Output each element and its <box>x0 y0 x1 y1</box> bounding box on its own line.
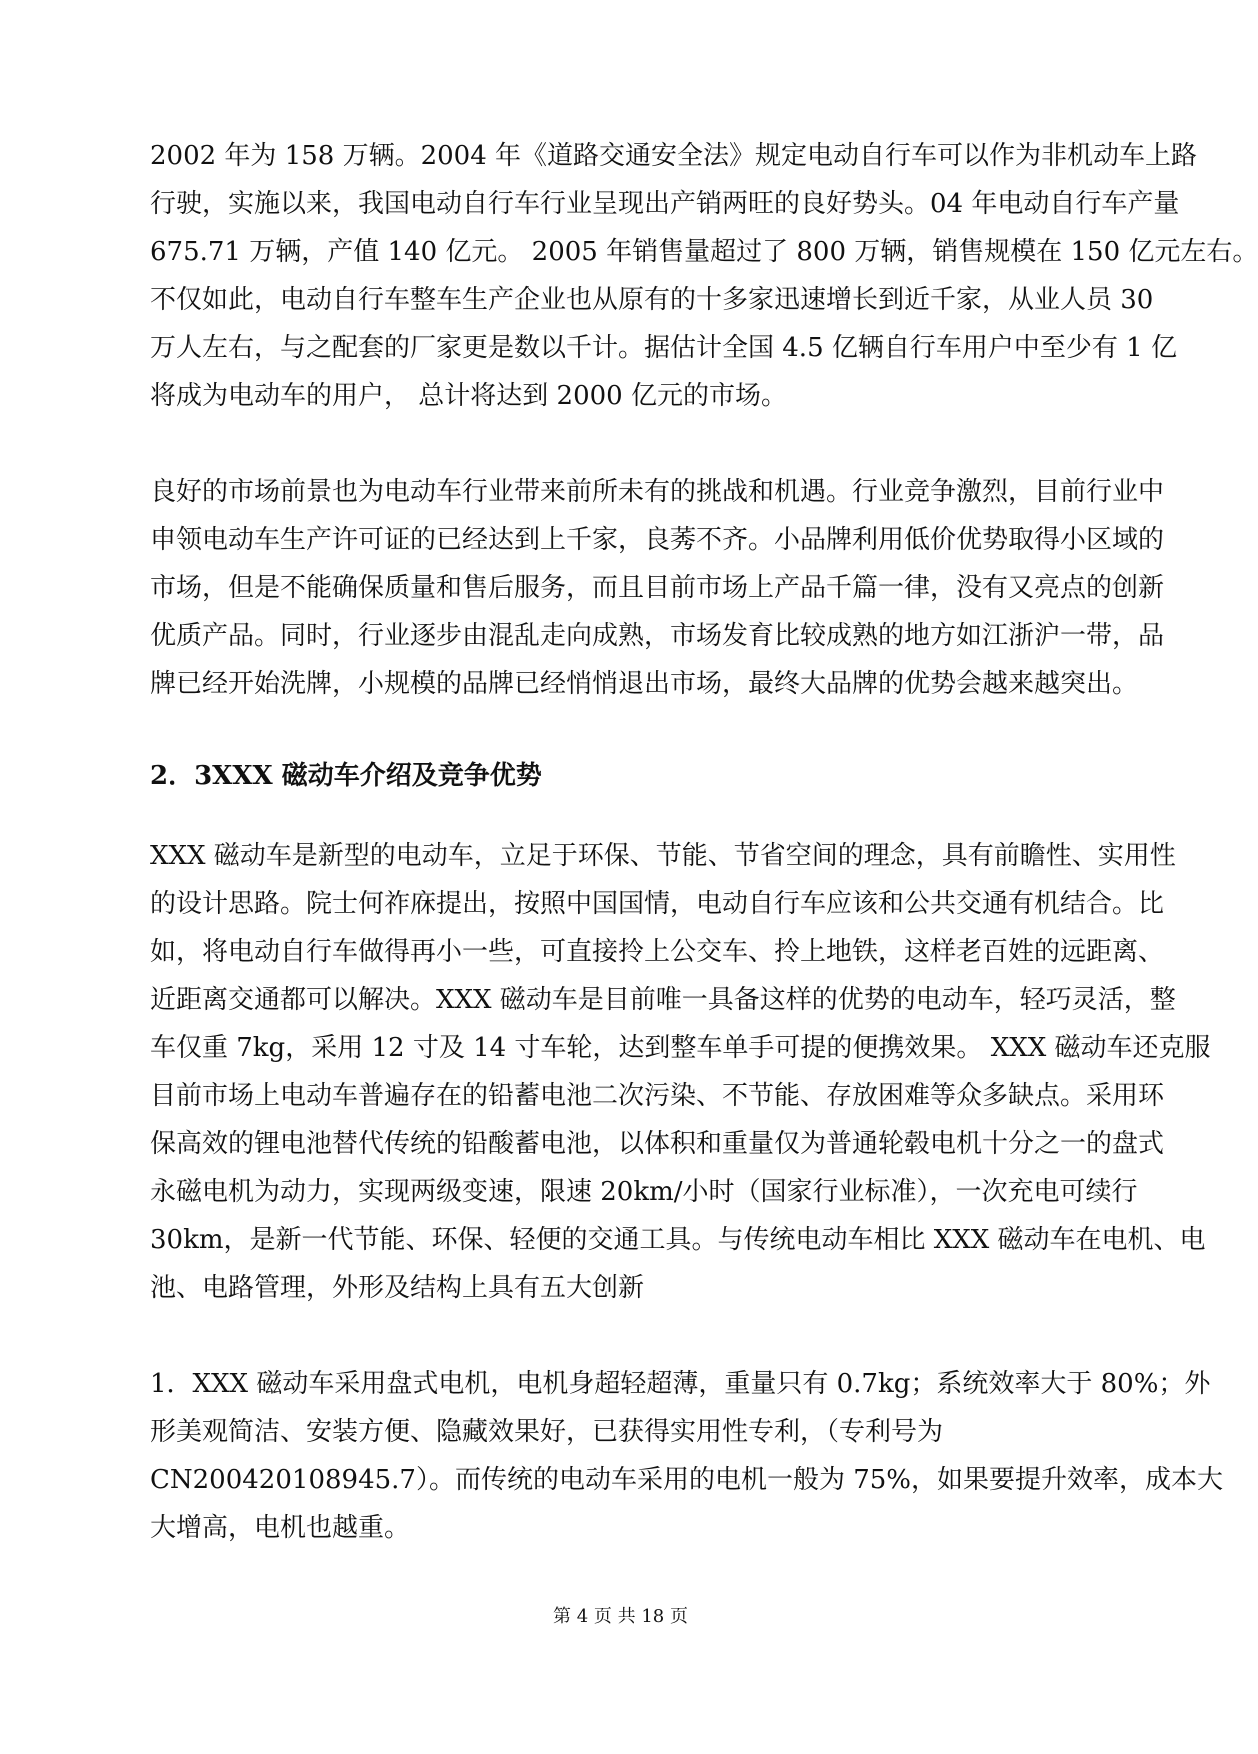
text-line: 目前市场上电动车普遍存在的铅蓄电池二次污染、不节能、存放困难等众多缺点。采用环 <box>150 1081 1165 1111</box>
paragraph <box>150 132 1258 420</box>
text-line: 永磁电机为动力，实现两级变速，限速 20km/小时（国家行业标准），一次充电可续行 <box>150 1177 1138 1207</box>
text-line: 大增高，电机也越重。 <box>150 1513 411 1543</box>
text-line: 30km，是新一代节能、环保、轻便的交通工具。与传统电动车相比 XXX 磁动车在电机、电 <box>150 1225 1206 1255</box>
text-line: 良好的市场前景也为电动车行业带来前所未有的挑战和机遇。行业竞争激烈，目前行业中 <box>150 477 1165 507</box>
text-line: 的设计思路。院士何祚庥提出，按照中国国情，电动自行车应该和公共交通有机结合。比 <box>150 889 1165 919</box>
text-line: 1．XXX 磁动车采用盘式电机，电机身超轻超薄，重量只有 0.7kg；系统效率大于 80%；外 <box>150 1369 1211 1399</box>
text-line: 形美观简洁、安装方便、隐藏效果好，已获得实用性专利，（专利号为 <box>150 1417 944 1447</box>
paragraph <box>150 1360 1224 1552</box>
text-line: 牌已经开始洗牌，小规模的品牌已经悄悄退出市场，最终大品牌的优势会越来越突出。 <box>150 669 1139 699</box>
text-line: 保高效的锂电池替代传统的铅酸蓄电池，以体积和重量仅为普通轮毂电机十分之一的盘式 <box>150 1129 1165 1159</box>
text-line: 不仅如此，电动自行车整车生产企业也从原有的十多家迅速增长到近千家，从业人员 30 <box>150 285 1154 315</box>
text-line: 行驶，实施以来，我国电动自行车行业呈现出产销两旺的良好势头。04 年电动自行车产量 <box>150 189 1180 219</box>
text-line: 申领电动车生产许可证的已经达到上千家，良莠不齐。小品牌利用低价优势取得小区域的 <box>150 525 1165 555</box>
text-line: 车仅重 7kg，采用 12 寸及 14 寸车轮，达到整车单手可提的便携效果。 XXX 磁动车还克服 <box>150 1033 1211 1063</box>
text-line: 如，将电动自行车做得再小一些，可直接拎上公交车、拎上地铁，这样老百姓的远距离、 <box>150 937 1165 967</box>
text-line: 2002 年为 158 万辆。2004 年《道路交通安全法》规定电动自行车可以作为非机动车上路 <box>150 141 1198 171</box>
text-line: 675.71 万辆，产值 140 亿元。 2005 年销售量超过了 800 万辆，销售规模在 150 亿元左右。 <box>150 237 1258 267</box>
text-line: XXX 磁动车是新型的电动车，立足于环保、节能、节省空间的理念，具有前瞻性、实用性 <box>150 841 1176 871</box>
text-line: 万人左右，与之配套的厂家更是数以千计。据估计全国 4.5 亿辆自行车用户中至少有 1 亿 <box>150 333 1177 363</box>
page-footer: 第 4 页 共 18 页 <box>553 1606 688 1627</box>
text-line: 市场，但是不能确保质量和售后服务，而且目前市场上产品千篇一律，没有又亮点的创新 <box>150 573 1165 603</box>
section-heading: 2．3XXX 磁动车介绍及竞争优势 <box>150 761 542 791</box>
text-line: 将成为电动车的用户， 总计将达到 2000 亿元的市场。 <box>150 381 787 411</box>
paragraph <box>150 468 1165 708</box>
text-line: 优质产品。同时，行业逐步由混乱走向成熟，市场发育比较成熟的地方如江浙沪一带，品 <box>150 621 1165 651</box>
paragraph <box>150 832 1211 1312</box>
text-line: 近距离交通都可以解决。XXX 磁动车是目前唯一具备这样的优势的电动车，轻巧灵活，整 <box>150 985 1176 1015</box>
text-line: 池、电路管理，外形及结构上具有五大创新 <box>150 1273 645 1303</box>
text-line: CN200420108945.7）。而传统的电动车采用的电机一般为 75%，如果要提升效率，成本大 <box>150 1465 1224 1495</box>
